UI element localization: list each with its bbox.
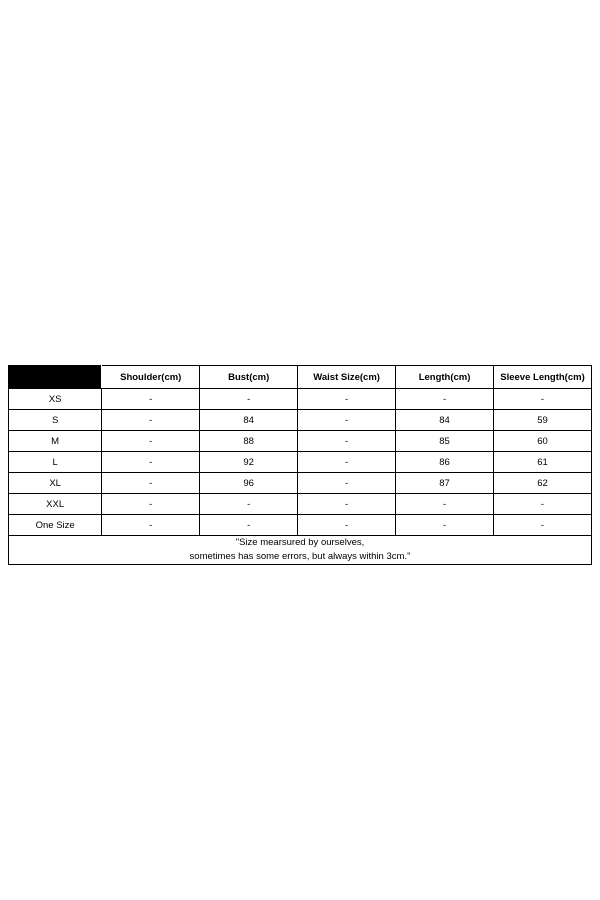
cell-shoulder: -: [102, 389, 200, 410]
cell-bust: 96: [200, 473, 298, 494]
table-corner-cell: [9, 366, 102, 389]
cell-sleeve-length: 62: [494, 473, 592, 494]
table-row: [9, 431, 592, 452]
row-size-label: XS: [9, 389, 102, 410]
column-header-length: Length(cm): [396, 366, 494, 389]
cell-sleeve-length: -: [494, 515, 592, 536]
note-line-2: sometimes has some errors, but always within 3cm.": [189, 550, 411, 562]
cell-sleeve-length: 59: [494, 410, 592, 431]
table-row: [9, 452, 592, 473]
cell-waist-size: -: [298, 452, 396, 473]
size-chart-header: [9, 366, 592, 389]
cell-waist-size: -: [298, 494, 396, 515]
cell-waist-size: -: [298, 473, 396, 494]
cell-bust: 84: [200, 410, 298, 431]
table-row: [9, 494, 592, 515]
cell-waist-size: -: [298, 410, 396, 431]
measurement-note: [9, 536, 592, 565]
row-size-label: XXL: [9, 494, 102, 515]
table-row: [9, 515, 592, 536]
cell-length: 84: [396, 410, 494, 431]
column-header-waist-size: Waist Size(cm): [298, 366, 396, 389]
row-size-label: XL: [9, 473, 102, 494]
cell-shoulder: -: [102, 473, 200, 494]
size-chart-container: [8, 365, 592, 565]
cell-shoulder: -: [102, 431, 200, 452]
cell-bust: -: [200, 494, 298, 515]
row-size-label: L: [9, 452, 102, 473]
column-header-bust: Bust(cm): [200, 366, 298, 389]
cell-bust: 92: [200, 452, 298, 473]
row-size-label: One Size: [9, 515, 102, 536]
table-row: [9, 410, 592, 431]
cell-length: -: [396, 515, 494, 536]
cell-length: -: [396, 494, 494, 515]
cell-waist-size: -: [298, 389, 396, 410]
cell-sleeve-length: -: [494, 389, 592, 410]
cell-length: 85: [396, 431, 494, 452]
table-note-row: [9, 536, 592, 565]
cell-bust: -: [200, 515, 298, 536]
table-header-row: [9, 366, 592, 389]
table-row: [9, 473, 592, 494]
note-line-1: "Size mearsured by ourselves,: [235, 537, 365, 548]
cell-waist-size: -: [298, 431, 396, 452]
cell-length: 87: [396, 473, 494, 494]
cell-shoulder: -: [102, 452, 200, 473]
cell-shoulder: -: [102, 515, 200, 536]
cell-waist-size: -: [298, 515, 396, 536]
cell-shoulder: -: [102, 494, 200, 515]
column-header-shoulder: Shoulder(cm): [102, 366, 200, 389]
size-chart-body: [9, 389, 592, 565]
cell-bust: 88: [200, 431, 298, 452]
cell-sleeve-length: 60: [494, 431, 592, 452]
cell-sleeve-length: -: [494, 494, 592, 515]
column-header-sleeve-length: Sleeve Length(cm): [494, 366, 592, 389]
row-size-label: M: [9, 431, 102, 452]
cell-length: 86: [396, 452, 494, 473]
size-chart-table: [8, 365, 592, 565]
table-row: [9, 389, 592, 410]
cell-sleeve-length: 61: [494, 452, 592, 473]
cell-shoulder: -: [102, 410, 200, 431]
cell-bust: -: [200, 389, 298, 410]
row-size-label: S: [9, 410, 102, 431]
cell-length: -: [396, 389, 494, 410]
